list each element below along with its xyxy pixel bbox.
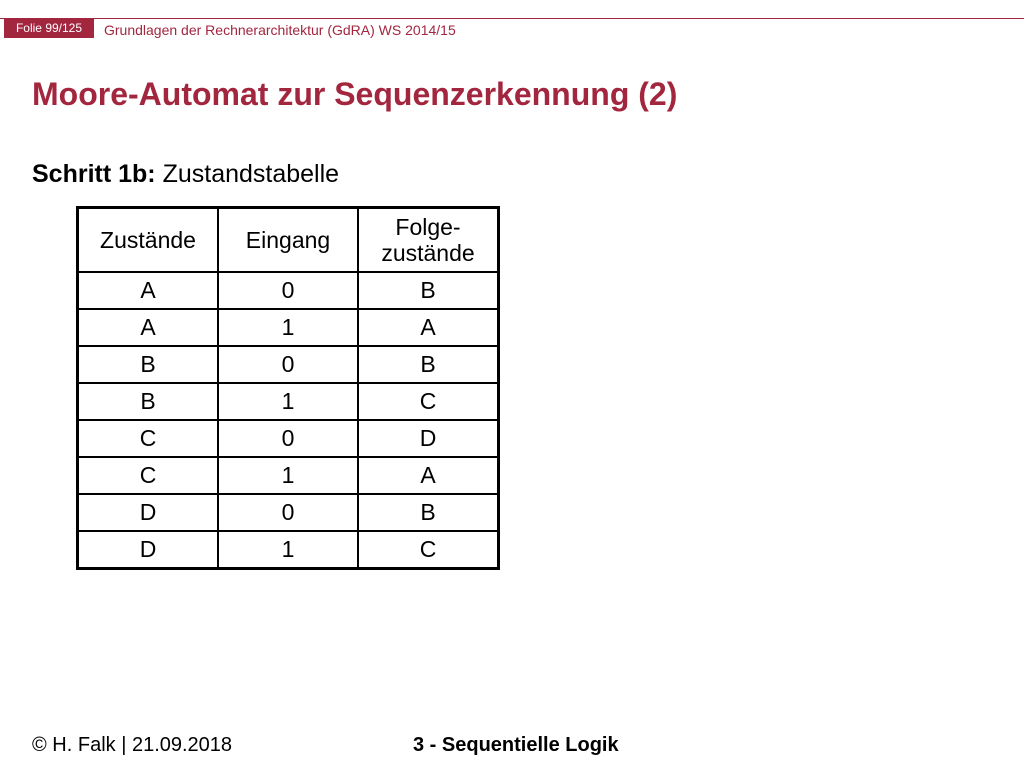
footer-author-date: © H. Falk | 21.09.2018 [32,734,233,756]
table-row [78,346,499,383]
header-folge-line1: Folge- [395,214,461,240]
header-rule [0,18,1024,19]
table-cell-input: 1 [218,457,358,494]
table-cell-state: D [78,531,219,569]
table-row [78,383,499,420]
table-cell-input: 0 [218,272,358,309]
table-cell-input: 1 [218,383,358,420]
header-folge-line2: zustände [381,240,475,266]
table-cell-input: 1 [218,531,358,569]
table-row [78,272,499,309]
state-table [76,206,500,570]
table-header-row [78,208,499,273]
table-cell-next: B [358,272,499,309]
header-cell-zustaende: Zustände [78,208,219,273]
table-row [78,531,499,569]
table-cell-input: 0 [218,494,358,531]
table-row [78,309,499,346]
table-cell-next: A [358,309,499,346]
table-cell-state: B [78,346,219,383]
slide-subtitle [32,160,339,189]
subtitle-text: Zustandstabelle [155,160,340,188]
table-cell-next: B [358,346,499,383]
subtitle-step-label: Schritt 1b: [32,160,156,188]
header-cell-eingang: Eingang [218,208,358,273]
table-cell-state: D [78,494,219,531]
table-cell-next: C [358,383,499,420]
table-row [78,457,499,494]
table-cell-next: A [358,457,499,494]
slide-number-badge: Folie 99/125 [4,19,94,38]
table-cell-next: B [358,494,499,531]
table-cell-input: 0 [218,346,358,383]
table-row [78,420,499,457]
table-cell-state: B [78,383,219,420]
table-cell-next: C [358,531,499,569]
table-cell-state: A [78,272,219,309]
table-cell-state: A [78,309,219,346]
table-cell-state: C [78,457,219,494]
footer-chapter: 3 - Sequentielle Logik [413,734,619,756]
table-cell-state: C [78,420,219,457]
table-cell-input: 1 [218,309,358,346]
slide-title: Moore-Automat zur Sequenzerkennung (2) [32,76,678,112]
table-cell-next: D [358,420,499,457]
table-cell-input: 0 [218,420,358,457]
course-title: Grundlagen der Rechnerarchitektur (GdRA) WS 2014/15 [104,22,456,38]
table-row [78,494,499,531]
header-cell-folgezustaende [358,208,499,273]
